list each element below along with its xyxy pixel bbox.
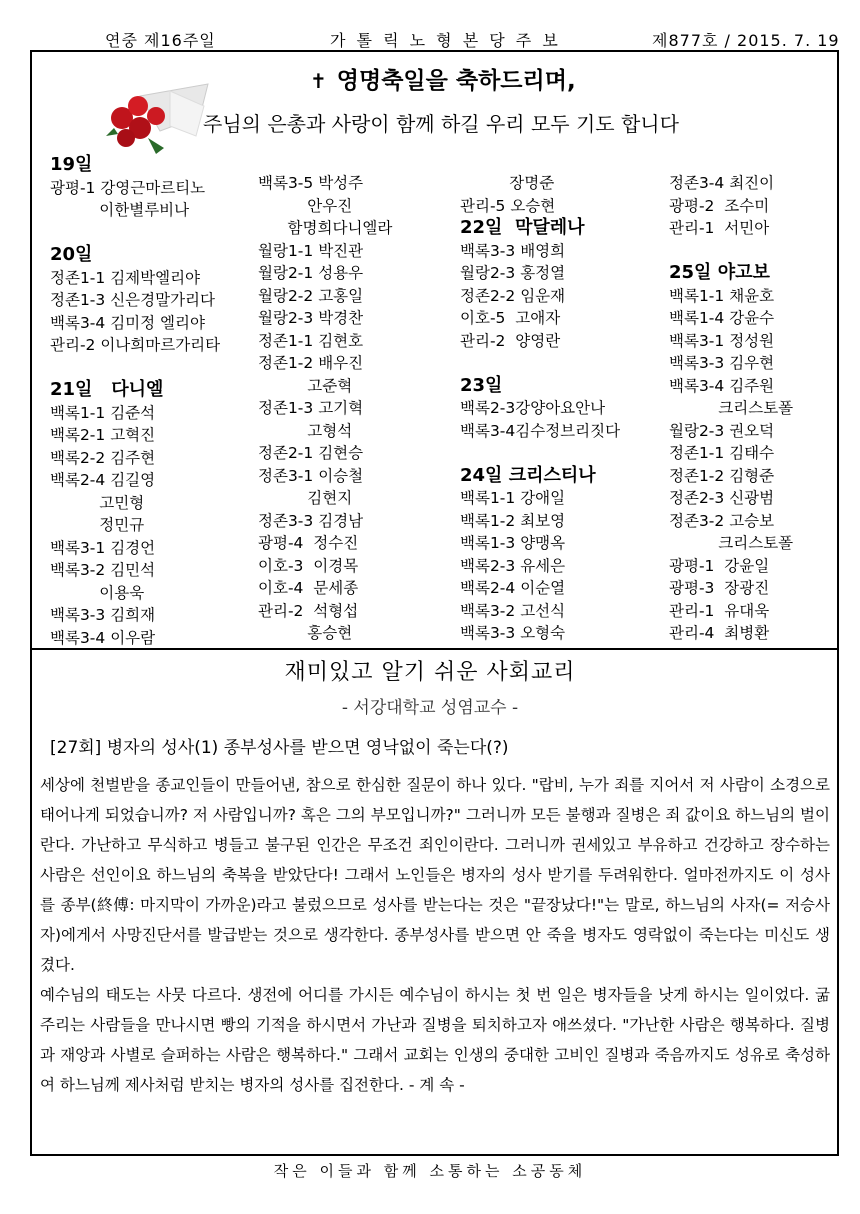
parishioner-entry: 장명준 — [460, 174, 555, 192]
parishioner-entry: 백록2-3강양아요안나 — [460, 399, 606, 417]
parishioner-entry: 광평-3 장광진 — [669, 579, 770, 597]
parishioner-entry: 월랑2-3 박경찬 — [258, 309, 364, 327]
parishioner-entry: 정존1-3 고기혁 — [258, 399, 364, 417]
feast-day-heading: 21일 다니엘 — [50, 379, 164, 400]
parishioner-entry: 이호-4 문세종 — [258, 579, 359, 597]
page-header — [0, 28, 860, 50]
feast-day-heading: 25일 야고보 — [669, 262, 770, 283]
parishioner-entry: 관리-1 유대욱 — [669, 601, 770, 620]
article-paragraph: 예수님의 태도는 사뭇 다르다. 생전에 어디를 가시든 예수님이 하시는 첫 번 일은 병자들을 낫게 하시는 일이었다. 굶주리는 사람들을 만나시면 빵의 기적을 하시면서 가난과 질병을 퇴치하고자 애쓰셨다. "가난한 사람은 행복하다. 질병과 재앙과 사별로 슬퍼하는 사람은 행복하다." 그래서 교회는 인생의 중대한 고비인 질병과 죽음까지도 성유로 축성하여 하느님께 제사처럼 받치는 병자의 성사를 집전한다. - 계 속 - — [40, 986, 830, 1094]
bulletin-name: 가 톨 릭 노 형 본 당 주 보 — [330, 31, 561, 50]
spacer — [669, 240, 793, 263]
parishioner-entry: 정존1-3 신은경말가리다 — [50, 291, 216, 309]
parishioner-entry: 백록1-3 양맹옥 — [460, 534, 566, 552]
parishioner-entry: 홍승현 — [258, 624, 353, 642]
article-heading: [27회] 병자의 성사(1) 종부성사를 받으면 영낙없이 죽는다(?) — [50, 738, 509, 758]
parishioner-entry: 백록3-4김수정브리짓다 — [460, 421, 621, 440]
parishioner-entry: 광평-1 강윤일 — [669, 556, 770, 575]
parishioner-entry: 관리-4 최병환 — [669, 624, 770, 642]
parishioner-entry: 이한별루비나 — [50, 201, 190, 219]
parishioner-entry: 월랑2-3 권오덕 — [669, 421, 775, 440]
parishioner-entry: 정존3-1 이승철 — [258, 466, 364, 485]
parishioner-entry: 크리스토폴 — [669, 534, 794, 552]
parishioner-entry: 백록3-5 박성주 — [258, 174, 364, 192]
parishioner-entry: 광평-1 강영근마르티노 — [50, 178, 206, 197]
liturgical-week: 연중 제16주일 — [105, 31, 216, 50]
parishioner-entry: 관리-5 오승현 — [460, 196, 556, 215]
spacer — [50, 357, 220, 380]
article-author: - 서강대학교 성염교수 - — [341, 698, 519, 718]
article-paragraph: 세상에 천벌받을 종교인들이 만들어낸, 참으로 한심한 질문이 하나 있다. "랍비, 누가 죄를 지어서 저 사람이 소경으로 태어나게 되었습니까? 저 사람입니까? 혹은 그의 부모입니까?" 그러니까 모든 불행과 질병은 죄 값이요 하느님의 벌이란다. 가난하고 무식하고 병들고 불구된 인간은 무조건 죄인이란다. 그러니까 권세있고 부유하고 건강하고 장수하는 사람은 선인이요 하느님의 축복을 받았단다! 그래서 노인들은 병자의 성사 받기를 두려워한다. 얼마전까지도 이 성사를 종부(終傅: 마지막이 가까운)라고 불렀으므로 성사를 받는다는 것은 "끝장났다!"는 말로, 하느님의 사자(= 저승사자)에게서 사망진단서를 발급받는 것으로 생각한다. 종부성사를 받으면 안 죽을 병자도 영락없이 죽는다는 미신도 생겼다. — [40, 776, 830, 974]
parishioner-entry: 백록2-1 고혁진 — [50, 426, 156, 444]
celebration-subtitle: 주님의 은총과 사랑이 함께 하길 우리 모두 기도 합니다 — [203, 112, 679, 136]
parishioner-entry: 월랑2-2 고홍일 — [258, 286, 364, 305]
parishioner-entry: 관리-2 이나희마르가리타 — [50, 336, 221, 354]
parishioner-entry: 백록3-2 김민석 — [50, 561, 156, 579]
parishioner-entry: 크리스토폴 — [669, 399, 794, 417]
parishioner-entry: 안우진 — [258, 196, 353, 215]
parishioner-entry: 관리-1 서민아 — [669, 219, 770, 237]
parishioner-entry: 정존2-3 신광범 — [669, 489, 775, 507]
name-list-column-4 — [669, 172, 793, 645]
spacer — [460, 352, 620, 375]
parishioner-entry: 백록3-3 배영희 — [460, 241, 566, 260]
parishioner-entry: 백록3-4 김주원 — [669, 376, 775, 395]
parishioner-entry: 백록2-3 유세은 — [460, 556, 566, 575]
roses-bouquet-icon — [100, 76, 210, 158]
parishioner-entry: 백록3-1 정성원 — [669, 331, 775, 350]
celebration-title — [310, 62, 576, 95]
parishioner-entry: 광평-4 정수진 — [258, 534, 359, 552]
parishioner-entry: 백록1-1 채윤호 — [669, 286, 775, 305]
parishioner-entry: 함명희다니엘라 — [258, 219, 393, 237]
parishioner-entry: 정존3-4 최진이 — [669, 174, 775, 192]
parishioner-entry: 백록1-1 강애일 — [460, 489, 566, 507]
parishioner-entry: 정존1-2 배우진 — [258, 354, 364, 372]
parishioner-entry: 백록1-2 최보영 — [460, 511, 566, 530]
parishioner-entry: 월랑2-3 홍정열 — [460, 264, 566, 282]
article-body — [40, 770, 830, 1100]
parishioner-entry: 이호-3 이경목 — [258, 556, 359, 575]
parishioner-entry: 백록3-2 고선식 — [460, 601, 566, 620]
page-footer: 작은 이들과 함께 소통하는 소공동체 — [273, 1162, 587, 1180]
parishioner-entry: 관리-2 석형섭 — [258, 601, 359, 620]
cross-icon: ✝ — [310, 69, 327, 93]
parishioner-entry: 고준혁 — [258, 376, 353, 395]
parishioner-entry: 정존3-2 고승보 — [669, 511, 775, 530]
parishioner-entry: 백록1-4 강윤수 — [669, 309, 775, 327]
parishioner-entry: 정민규 — [50, 516, 145, 534]
spacer — [460, 442, 620, 465]
parishioner-entry: 백록1-1 김준석 — [50, 403, 156, 422]
parishioner-entry: 고민형 — [50, 493, 145, 512]
parishioner-entry: 이호-5 고애자 — [460, 309, 561, 327]
parishioner-entry: 백록3-1 김경언 — [50, 538, 156, 557]
parishioner-entry: 백록2-4 이순열 — [460, 579, 566, 597]
parishioner-entry: 정존1-1 김태수 — [669, 444, 775, 462]
parishioner-entry: 정존3-3 김경남 — [258, 511, 364, 530]
parishioner-entry: 정존1-2 김형준 — [669, 466, 775, 485]
name-list-column-3 — [460, 172, 620, 645]
spacer — [50, 222, 220, 245]
parishioner-entry: 월랑1-1 박진관 — [258, 241, 364, 260]
parishioner-entry: 정존1-1 김제박엘리야 — [50, 268, 201, 287]
feast-day-heading: 24일 크리스티나 — [460, 464, 596, 486]
parishioner-entry: 백록3-3 김희재 — [50, 606, 156, 624]
parishioner-entry: 백록2-2 김주현 — [50, 448, 156, 467]
article-title: 재미있고 알기 쉬운 사회교리 — [284, 660, 576, 685]
issue-date: 제877호 / 2015. 7. 19 — [652, 31, 840, 50]
parishioner-entry: 이용욱 — [50, 583, 145, 602]
parishioner-entry: 월랑2-1 성용우 — [258, 264, 364, 282]
feast-day-heading: 23일 — [460, 374, 503, 396]
feast-day-heading: 19일 — [50, 154, 93, 175]
parishioner-entry: 백록3-3 김우현 — [669, 354, 775, 372]
parishioner-entry: 정존2-2 임운재 — [460, 286, 566, 305]
parishioner-entry: 광평-2 조수미 — [669, 196, 770, 215]
parishioner-entry: 정존1-1 김현호 — [258, 331, 364, 350]
parishioner-entry: 백록3-3 오형숙 — [460, 624, 566, 642]
feast-day-heading: 20일 — [50, 244, 93, 265]
parishioner-entry: 백록3-4 이우람 — [50, 628, 156, 647]
parishioner-entry: 백록2-4 김길영 — [50, 471, 156, 489]
celebration-title-text: 영명축일을 축하드리며, — [336, 68, 576, 94]
name-list-column-1 — [50, 154, 220, 649]
parishioner-entry: 백록3-4 김미정 엘리야 — [50, 313, 205, 332]
name-list-column-2 — [258, 172, 392, 645]
parishioner-entry: 관리-2 양영란 — [460, 331, 561, 350]
parishioner-entry: 고형석 — [258, 421, 353, 440]
parishioner-entry: 김현지 — [258, 489, 353, 507]
feast-day-heading: 22일 막달레나 — [460, 217, 585, 238]
parishioner-entry: 정존2-1 김현승 — [258, 444, 364, 462]
